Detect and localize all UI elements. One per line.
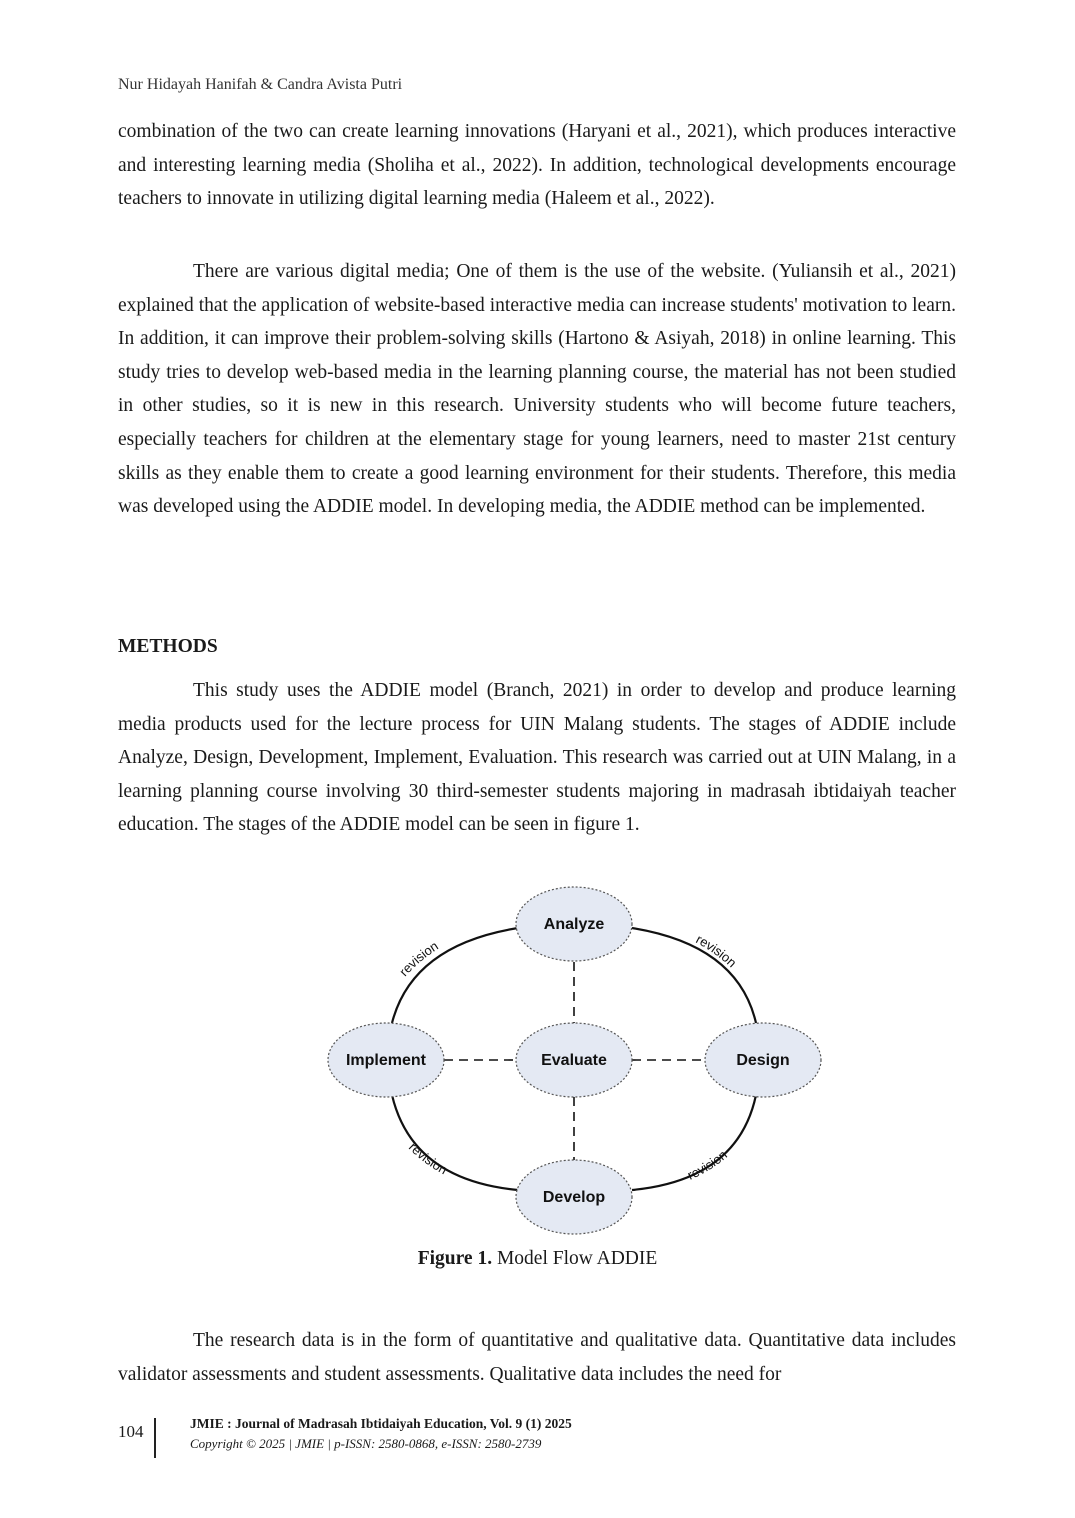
revision-label-bottom-left: revision	[405, 1139, 450, 1178]
node-analyze	[516, 887, 632, 961]
node-develop	[516, 1160, 632, 1234]
node-evaluate-label: Evaluate	[541, 1052, 607, 1069]
footer-divider	[154, 1418, 156, 1458]
section-heading-methods: METHODS	[118, 636, 218, 657]
copyright-notice: Copyright © 2025 | JMIE | p-ISSN: 2580-0868, e-ISSN: 2580-2739	[190, 1436, 542, 1451]
figure-caption-text: Model Flow ADDIE	[492, 1248, 658, 1269]
paragraph-intro-continued: combination of the two can create learning innovations (Haryani et al., 2021), which produces interactive and interesting learning media (Sholiha et al., 2022). In addition, technological developments encourage teachers to innovate in utilizing digital learning media (Haleem et al., 2022).	[118, 121, 956, 210]
node-design	[705, 1023, 821, 1097]
paragraph-digital-media: There are various digital media; One of them is the use of the website. (Yuliansih et al., 2021) explained that the application of website-based interactive media can increase students' motivation to learn. In addition, it can improve their problem-solving skills (Hartono & Asiyah, 2018) in online learning. This study tries to develop web-based media in the learning planning course, the material has not been studied in other studies, so it is new in this research. University students who will become future teachers, especially teachers for children at the elementary stage for young learners, need to master 21st century skills as they enable them to create a good learning environment for their students. Therefore, this media was developed using the ADDIE model. In developing media, the ADDIE method can be implemented.	[118, 261, 956, 518]
running-head-authors: Nur Hidayah Hanifah & Candra Avista Putri	[118, 76, 403, 93]
node-evaluate	[516, 1023, 632, 1097]
cycle-arc-top-right	[632, 928, 756, 1023]
page-number: 104	[118, 1422, 144, 1441]
paragraph-research-data: The research data is in the form of quantitative and qualitative data. Quantitative data includes validator assessments and student assessments. Qualitative data includes the need for	[118, 1330, 956, 1385]
paragraph-methods: This study uses the ADDIE model (Branch, 2021) in order to develop and produce learning media products used for the lecture process for UIN Malang students. The stages of ADDIE include Analyze, Design, Development, Implement, Evaluation. This research was carried out at UIN Malang, in a learning planning course involving 30 third-semester students majoring in madrasah ibtidaiyah teacher education. The stages of the ADDIE model can be seen in figure 1.	[118, 680, 956, 836]
revision-label-top-right: revision	[693, 931, 740, 971]
revision-label-top-left: revision	[396, 938, 441, 980]
cycle-arc-bottom-left	[392, 1095, 518, 1190]
node-implement-label: Implement	[345, 1052, 427, 1069]
revision-label-bottom-right: revision	[685, 1147, 730, 1183]
node-analyze-label: Analyze	[543, 916, 605, 933]
cycle-arc-top-left	[392, 928, 518, 1023]
node-develop-label: Develop	[542, 1189, 606, 1206]
addie-model-figure	[320, 880, 830, 1240]
journal-citation: JMIE : Journal of Madrasah Ibtidaiyah Education, Vol. 9 (1) 2025	[190, 1416, 572, 1431]
node-implement	[328, 1023, 444, 1097]
figure-caption-label: Figure 1.	[417, 1248, 493, 1269]
figure-caption	[0, 1248, 1075, 1270]
node-design-label: Design	[736, 1052, 790, 1069]
addie-diagram	[320, 880, 830, 1240]
